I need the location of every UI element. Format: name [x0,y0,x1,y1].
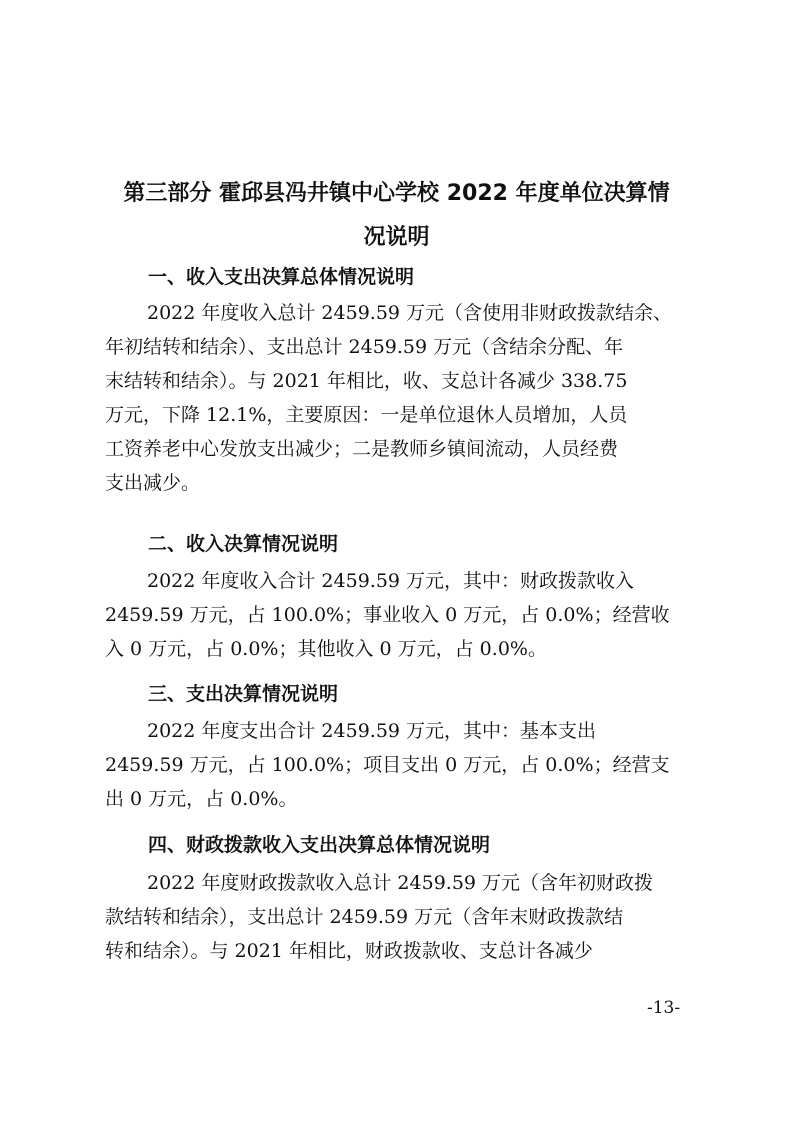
paragraph-line: 年初结转和结余）、支出总计 2459.59 万元（含结余分配、年 [105,336,624,358]
paragraph-line: 入 0 万元，占 0.0%；其他收入 0 万元，占 0.0%。 [105,638,547,660]
section-heading-2: 二、收入决算情况说明 [148,533,339,555]
section-heading-4: 四、财政拨款收入支出决算总体情况说明 [148,834,491,856]
paragraph-line: 2022 年度收入总计 2459.59 万元（含使用非财政拨款结余、 [147,302,673,324]
paragraph-line: 工资养老中心发放支出减少；二是教师乡镇间流动，人员经费 [105,438,619,460]
section-paragraph-2 [105,564,705,666]
paragraph-line: 款结转和结余），支出总计 2459.59 万元（含年末财政拨款结 [105,906,624,928]
section-heading-1: 一、收入支出决算总体情况说明 [148,266,415,288]
paragraph-line: 2022 年度支出合计 2459.59 万元，其中：基本支出 [147,720,597,742]
section-paragraph-1 [105,296,705,500]
section-paragraph-4 [105,866,705,968]
section-paragraph-3 [105,714,705,816]
paragraph-line: 2022 年度财政拨款收入总计 2459.59 万元（含年初财政拨 [147,872,654,894]
paragraph-line: 转和结余）。与 2021 年相比，财政拨款收、支总计各减少 [105,940,593,962]
paragraph-line: 出 0 万元，占 0.0%。 [105,788,298,810]
paragraph-line: 末结转和结余）。与 2021 年相比，收、支总计各减少 338.75 [105,370,628,392]
paragraph-line: 2022 年度收入合计 2459.59 万元，其中：财政拨款收入 [147,570,635,592]
paragraph-line: 万元，下降 12.1%，主要原因：一是单位退休人员增加，人员 [105,404,628,426]
paragraph-line: 2459.59 万元，占 100.0%；项目支出 0 万元，占 0.0%；经营支 [105,754,670,776]
paragraph-line: 支出减少。 [105,472,201,494]
page-number: -13- [647,998,681,1018]
page-title-line-2: 况说明 [363,225,430,250]
section-heading-3: 三、支出决算情况说明 [148,683,339,705]
page-title-line-1: 第三部分 霍邱县冯井镇中心学校 2022 年度单位决算情 [123,181,670,206]
paragraph-line: 2459.59 万元，占 100.0%；事业收入 0 万元，占 0.0%；经营收 [105,604,670,626]
